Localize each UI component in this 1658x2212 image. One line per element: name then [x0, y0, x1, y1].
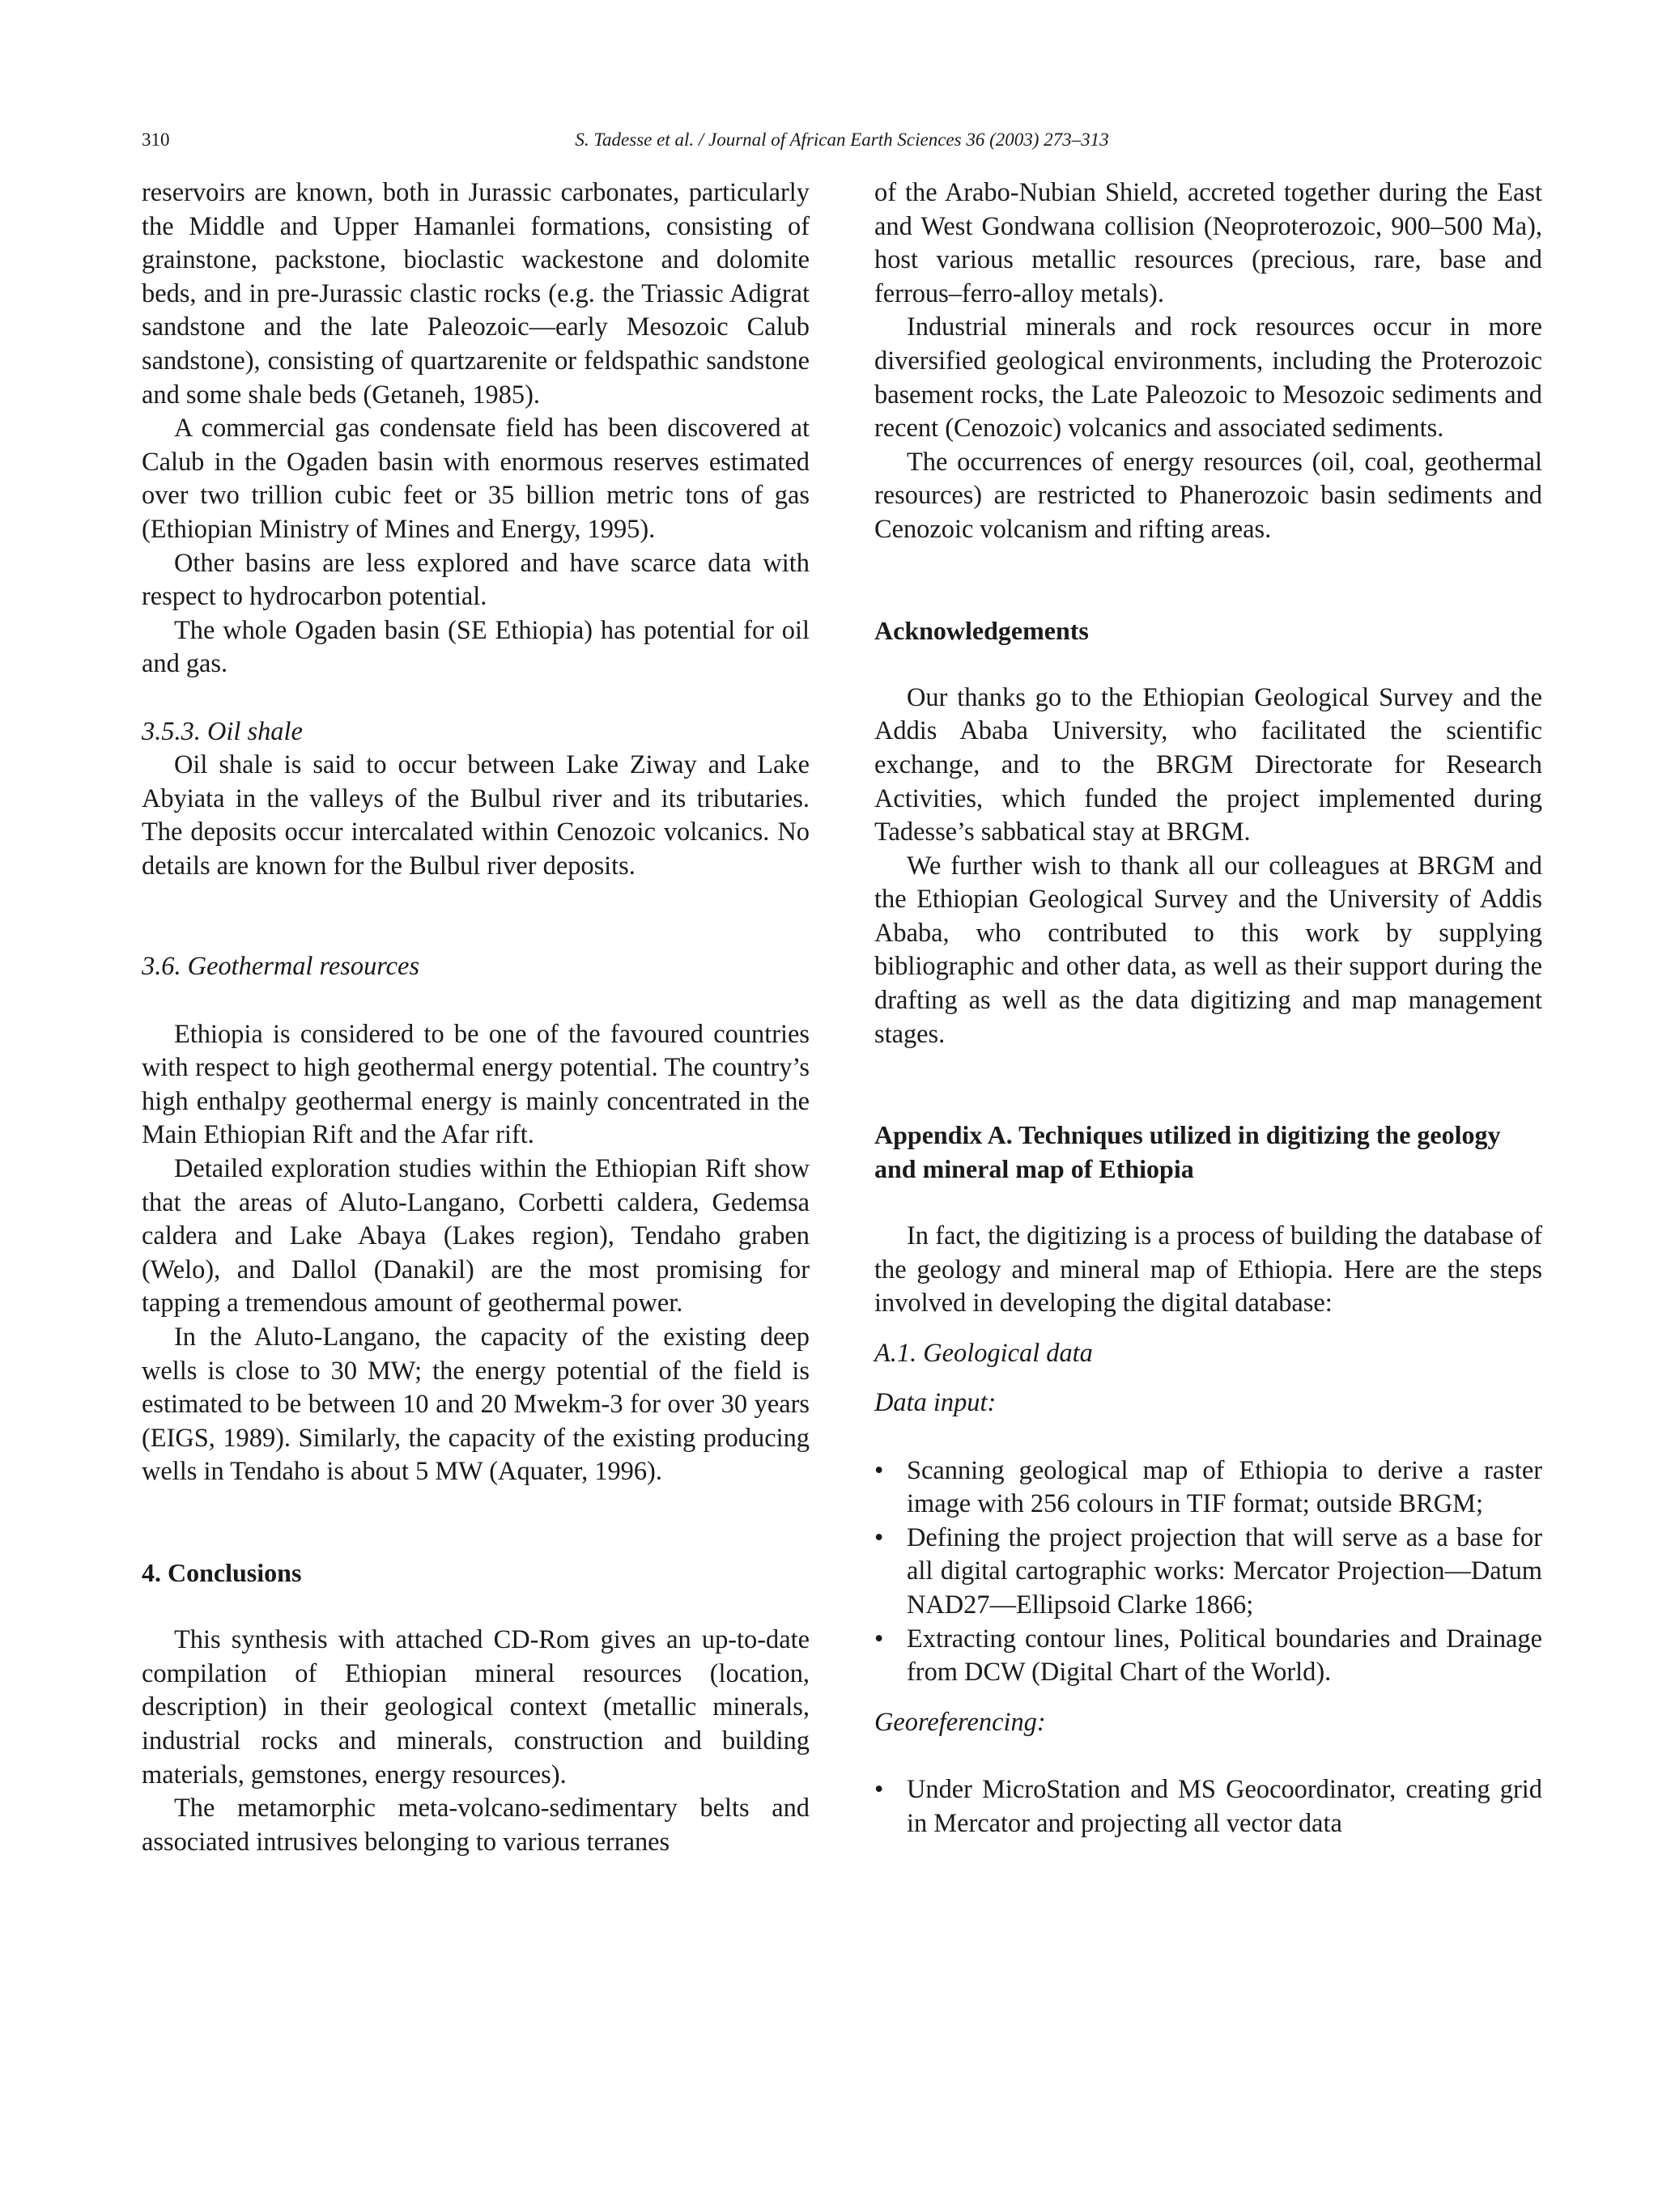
page-header	[142, 129, 1542, 162]
subsection-heading-geological-data: A.1. Geological data	[874, 1338, 1093, 1368]
paragraph: In fact, the digitizing is a process of building the database of the geology and mineral map of Ethiopia. Here are the steps involved in developing the digital database:	[874, 1221, 1542, 1318]
section-heading-geothermal: 3.6. Geothermal resources	[142, 952, 420, 982]
paragraph: The whole Ogaden basin (SE Ethiopia) has potential for oil and gas.	[142, 615, 810, 679]
bullet-list-georeferencing	[874, 1773, 1542, 1841]
list-item: • Under MicroStation and MS Geocoordinator, creating grid in Mercator and projecting all vector data	[874, 1773, 1542, 1841]
paragraph: of the Arabo-Nubian Shield, accreted together during the East and West Gondwana collision (Neoproterozoic, 900–500 Ma), host various metallic resources (precious, rare, base and ferrous–ferro-alloy metals).	[874, 178, 1542, 308]
section-heading-acknowledgements: Acknowledgements	[874, 615, 1089, 645]
paragraph: Detailed exploration studies within the Ethiopian Rift show that the areas of Aluto-Langano, Corbetti caldera, Gedemsa caldera and Lake Abaya (Lakes region), Tendaho graben (Welo), and Dallol (Danakil) are the most promising for tapping a tremendous amount of geothermal power.	[142, 1154, 810, 1318]
paragraph: Ethiopia is considered to be one of the favoured countries with respect to high geothermal energy potential. The country’s high enthalpy geothermal energy is mainly concentrated in the Main Ethiopian Rift and the Afar rift.	[142, 1019, 810, 1150]
paragraph: We further wish to thank all our colleagues at BRGM and the Ethiopian Geological Survey and the University of Addis Ababa, who contributed to this work by supplying bibliographic and other data, as well as their support during the drafting as well as the data digitizing and map management stages.	[874, 851, 1542, 1049]
subheading-georeferencing: Georeferencing:	[874, 1707, 1046, 1737]
section-heading-conclusions: 4. Conclusions	[142, 1557, 302, 1587]
paragraph: Other basins are less explored and have scarce data with respect to hydrocarbon potential.	[142, 548, 810, 612]
section-heading-appendix-a: Appendix A. Techniques utilized in digitizing the geology and mineral map of Ethiopia	[874, 1120, 1501, 1183]
paragraph: Industrial minerals and rock resources occur in more diversified geological environments, including the Proterozoic basement rocks, the Late Paleozoic to Mesozoic sediments and recent (Cenozoic) volcanics and associated sediments.	[874, 312, 1542, 444]
left-column	[142, 176, 810, 1859]
paragraph: Our thanks go to the Ethiopian Geological Survey and the Addis Ababa University, who facilitated the scientific exchange, and to the BRGM Directorate for Research Activities, which funded the project implemented during Tadesse’s sabbatical stay at BRGM.	[874, 682, 1542, 847]
running-title: S. Tadesse et al. / Journal of African Earth Sciences 36 (2003) 273–313	[575, 129, 1109, 150]
paragraph: reservoirs are known, both in Jurassic carbonates, particularly the Middle and Upper Hamanlei formations, consisting of grainstone, packstone, bioclastic wackestone and dolomite beds, and in pre-Jurassic clastic rocks (e.g. the Triassic Adigrat sandstone and the late Paleozoic—early Mesozoic Calub sandstone), consisting of quartzarenite or feldspathic sandstone and some shale beds (Getaneh, 1985).	[142, 178, 810, 410]
page-number: 310	[142, 129, 170, 150]
paragraph: Oil shale is said to occur between Lake Ziway and Lake Abyiata in the valleys of the Bulbul river and its tributaries. The deposits occur intercalated within Cenozoic volcanics. No details are known for the Bulbul river deposits.	[142, 750, 810, 881]
paragraph: A commercial gas condensate field has been discovered at Calub in the Ogaden basin with enormous reserves estimated over two trillion cubic feet or 35 billion metric tons of gas (Ethiopian Ministry of Mines and Energy, 1995).	[142, 414, 810, 544]
right-column	[874, 176, 1542, 1841]
paragraph: The occurrences of energy resources (oil, coal, geothermal resources) are restricted to Phanerozoic basin sediments and Cenozoic volcanism and rifting areas.	[874, 447, 1542, 544]
paragraph: This synthesis with attached CD-Rom gives an up-to-date compilation of Ethiopian mineral resources (location, description) in their geological context (metallic minerals, industrial rocks and minerals, construction and building materials, gemstones, energy resources).	[142, 1625, 810, 1790]
list-item: • Scanning geological map of Ethiopia to derive a raster image with 256 colours in TIF format; outside BRGM;	[874, 1454, 1542, 1522]
paragraph: In the Aluto-Langano, the capacity of the existing deep wells is close to 30 MW; the energy potential of the field is estimated to be between 10 and 20 Mwekm-3 for over 30 years (EIGS, 1989). Similarly, the capacity of the existing producing wells in Tendaho is about 5 MW (Aquater, 1996).	[142, 1323, 810, 1487]
bullet-list-data-input	[874, 1454, 1542, 1690]
list-item: • Defining the project projection that will serve as a base for all digital cartographic works: Mercator Projection—Datum NAD27—Ellipsoid Clarke 1866;	[874, 1522, 1542, 1623]
paragraph: The metamorphic meta-volcano-sedimentary belts and associated intrusives belonging to various terranes	[142, 1794, 810, 1857]
subheading-data-input: Data input:	[874, 1388, 997, 1418]
subsection-heading-oil-shale: 3.5.3. Oil shale	[142, 716, 303, 746]
list-item: • Extracting contour lines, Political boundaries and Drainage from DCW (Digital Chart of the World).	[874, 1623, 1542, 1690]
